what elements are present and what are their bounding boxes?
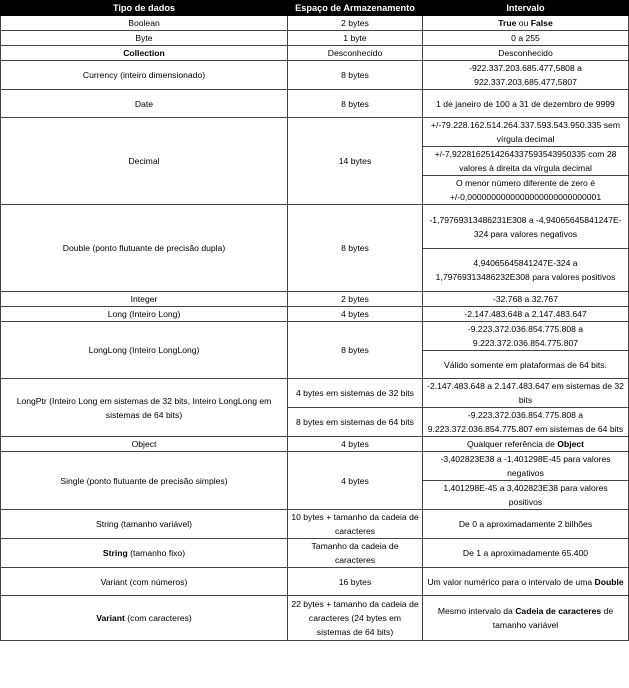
range-cell: -9.223.372.036.854.775.808 a 9.223.372.036.854.775.807 em sistemas de 64 bits <box>423 408 629 437</box>
table-row <box>1 452 629 481</box>
range-cell: Um valor numérico para o intervalo de uma Double <box>423 568 629 596</box>
header-row <box>1 1 629 16</box>
table-row <box>1 46 629 61</box>
range-cell: +/-7,9228162514264337593543950335 com 28 valores à direita da vírgula decimal <box>423 147 629 176</box>
storage-cell: 8 bytes <box>288 61 423 90</box>
type-cell: Date <box>1 90 288 118</box>
storage-cell: 4 bytes <box>288 307 423 322</box>
table-row <box>1 118 629 147</box>
range-cell: Qualquer referência de Object <box>423 437 629 452</box>
storage-cell: 10 bytes + tamanho da cadeia de caracteres <box>288 510 423 539</box>
table-body <box>1 16 629 641</box>
table-row <box>1 307 629 322</box>
range-cell: 1 de janeiro de 100 a 31 de dezembro de 9999 <box>423 90 629 118</box>
type-cell: String (tamanho variável) <box>1 510 288 539</box>
table-row <box>1 61 629 90</box>
range-cell: -2.147.483.648 a 2.147.483.647 <box>423 307 629 322</box>
range-cell: O menor número diferente de zero é +/-0,0000000000000000000000000001 <box>423 176 629 205</box>
storage-cell: 4 bytes <box>288 452 423 510</box>
storage-cell: Desconhecido <box>288 46 423 61</box>
storage-cell: 4 bytes em sistemas de 32 bits <box>288 379 423 408</box>
storage-cell: 8 bytes <box>288 205 423 292</box>
table-row <box>1 437 629 452</box>
type-cell: Decimal <box>1 118 288 205</box>
storage-cell: 22 bytes + tamanho da cadeia de caracteres (24 bytes em sistemas de 64 bits) <box>288 596 423 641</box>
range-cell: 4,94065645841247E-324 a 1,79769313486232E308 para valores positivos <box>423 249 629 292</box>
storage-cell: 2 bytes <box>288 16 423 31</box>
storage-cell: 4 bytes <box>288 437 423 452</box>
range-cell: -1,79769313486231E308 a -4,94065645841247E-324 para valores negativos <box>423 205 629 249</box>
header-cell: Tipo de dados <box>1 1 288 16</box>
storage-cell: Tamanho da cadeia de caracteres <box>288 539 423 568</box>
table-row <box>1 90 629 118</box>
type-cell: Long (Inteiro Long) <box>1 307 288 322</box>
type-cell: Double (ponto flutuante de precisão dupla) <box>1 205 288 292</box>
range-cell: -3,402823E38 a -1,401298E-45 para valores negativos <box>423 452 629 481</box>
type-cell: Object <box>1 437 288 452</box>
storage-cell: 14 bytes <box>288 118 423 205</box>
type-cell: Single (ponto flutuante de precisão simples) <box>1 452 288 510</box>
header-cell: Intervalo <box>423 1 629 16</box>
table-row <box>1 31 629 46</box>
type-cell: Currency (inteiro dimensionado) <box>1 61 288 90</box>
table-row <box>1 379 629 408</box>
type-cell: Byte <box>1 31 288 46</box>
table-row <box>1 292 629 307</box>
storage-cell: 8 bytes em sistemas de 64 bits <box>288 408 423 437</box>
type-cell: Variant (com caracteres) <box>1 596 288 641</box>
table-row <box>1 510 629 539</box>
table-row <box>1 596 629 641</box>
range-cell: De 0 a aproximadamente 2 bilhões <box>423 510 629 539</box>
range-cell: 1,401298E-45 a 3,402823E38 para valores positivos <box>423 481 629 510</box>
type-cell: LongPtr (Inteiro Long em sistemas de 32 bits, Inteiro LongLong em sistemas de 64 bits) <box>1 379 288 437</box>
table-row <box>1 205 629 249</box>
storage-cell: 1 byte <box>288 31 423 46</box>
storage-cell: 8 bytes <box>288 322 423 379</box>
range-cell: -2.147.483.648 a 2.147.483.647 em sistemas de 32 bits <box>423 379 629 408</box>
type-cell: String (tamanho fixo) <box>1 539 288 568</box>
range-cell: +/-79.228.162.514.264.337.593.543.950.335 sem vírgula decimal <box>423 118 629 147</box>
type-cell: Integer <box>1 292 288 307</box>
range-cell: True ou False <box>423 16 629 31</box>
range-cell: -922.337.203.685.477,5808 a 922.337.203.685.477,5807 <box>423 61 629 90</box>
range-cell: -32.768 a 32.767 <box>423 292 629 307</box>
range-cell: 0 a 255 <box>423 31 629 46</box>
range-cell: Mesmo intervalo da Cadeia de caracteres de tamanho variável <box>423 596 629 641</box>
type-cell: Boolean <box>1 16 288 31</box>
type-cell: Variant (com números) <box>1 568 288 596</box>
type-cell: LongLong (Inteiro LongLong) <box>1 322 288 379</box>
range-cell: Desconhecido <box>423 46 629 61</box>
table-row <box>1 568 629 596</box>
table-row <box>1 16 629 31</box>
table-row <box>1 539 629 568</box>
storage-cell: 2 bytes <box>288 292 423 307</box>
table-row <box>1 322 629 351</box>
range-cell: Válido somente em plataformas de 64 bits. <box>423 351 629 379</box>
range-cell: -9.223.372.036.854.775.808 a 9.223.372.036.854.775.807 <box>423 322 629 351</box>
header-cell: Espaço de Armazenamento <box>288 1 423 16</box>
storage-cell: 16 bytes <box>288 568 423 596</box>
type-cell: Collection <box>1 46 288 61</box>
storage-cell: 8 bytes <box>288 90 423 118</box>
range-cell: De 1 a aproximadamente 65.400 <box>423 539 629 568</box>
